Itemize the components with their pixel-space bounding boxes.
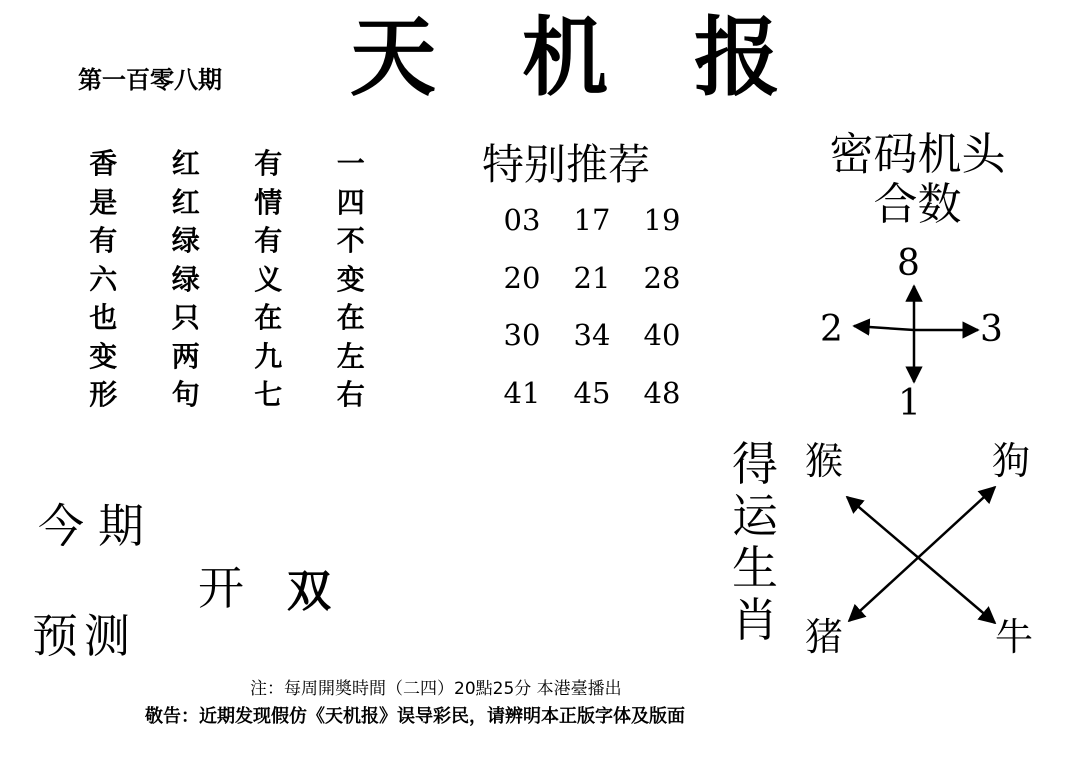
broadcast-note: 注：每周開奬時間（二四）20點25分 本港臺播出 [250,679,622,699]
direction-bottom-number: 1 [898,383,921,424]
prediction-line-1: 今期 [38,499,158,553]
title-char-3: 报 [694,7,780,108]
number-item: 45 [573,375,611,410]
code-head-title: 密码机头 [829,129,1006,180]
prediction-line-2: 预测 [32,609,136,663]
poem-char: 有 [89,224,118,258]
lucky-char: 得 [732,437,778,491]
poem-char: 六 [89,262,118,296]
lucky-char: 生 [732,541,778,595]
poem-char: 红 [171,147,200,180]
lucky-char: 运 [732,489,778,543]
poem-char: 不 [336,224,365,258]
number-item: 17 [573,203,611,237]
number-item: 20 [503,260,541,295]
title-char-1: 天 [350,7,436,108]
issue-number: 第一百零八期 [78,65,222,94]
poem-char: 七 [254,378,283,412]
direction-top-number: 8 [897,243,920,284]
poem-char: 香 [89,147,118,180]
number-item: 41 [503,375,541,410]
lucky-char: 肖 [732,593,778,647]
code-head-subtitle: 合数 [873,179,962,230]
poem-char: 变 [89,339,118,373]
poem-char: 句 [171,378,200,412]
zodiac-top-right: 狗 [992,439,1031,483]
prediction-open-label: 开 [198,561,244,615]
number-item: 34 [573,318,611,352]
poem-char: 变 [336,262,365,296]
poem-char: 绿 [171,224,200,258]
poem-char: 右 [336,378,365,412]
poem-char: 九 [254,339,283,373]
poem-char: 绿 [171,262,200,296]
number-item: 19 [643,203,681,237]
poem-char: 形 [89,378,118,412]
poem-char: 有 [254,147,283,180]
poem-char: 情 [254,185,283,219]
poem-char: 是 [89,185,118,219]
poem-char: 左 [336,339,365,373]
counterfeit-warning: 敬告：近期发现假仿《天机报》误导彩民，请辨明本正版字体及版面 [145,706,685,727]
poem-char: 义 [254,262,283,296]
prediction-result: 双 [287,566,331,617]
direction-right-number: 3 [980,309,1003,350]
newspaper-title [350,8,780,108]
number-item: 40 [643,318,681,352]
poem-char: 在 [254,301,283,335]
zodiac-bottom-right: 牛 [995,615,1034,659]
number-item: 21 [573,260,611,295]
zodiac-bottom-left: 猪 [805,615,844,659]
x-arrows-icon [835,475,1015,635]
poem-char: 四 [336,185,365,219]
recommended-numbers [487,195,697,425]
poem-char: 也 [89,301,118,335]
title-char-2: 机 [522,7,608,108]
poem-grid [62,145,392,415]
poem-char: 只 [171,301,200,335]
number-item: 03 [503,203,541,237]
poem-char: 一 [336,147,365,180]
number-item: 28 [643,260,681,295]
special-recommend-title: 特别推荐 [482,140,651,189]
lucky-zodiac-label [728,438,782,646]
zodiac-top-left: 猴 [805,439,844,483]
poem-char: 在 [336,301,365,335]
direction-left-number: 2 [820,309,843,350]
poem-char: 红 [171,185,200,219]
poem-char: 有 [254,224,283,258]
number-item: 30 [503,318,541,352]
number-item: 48 [643,375,681,410]
poem-char: 两 [171,339,200,373]
